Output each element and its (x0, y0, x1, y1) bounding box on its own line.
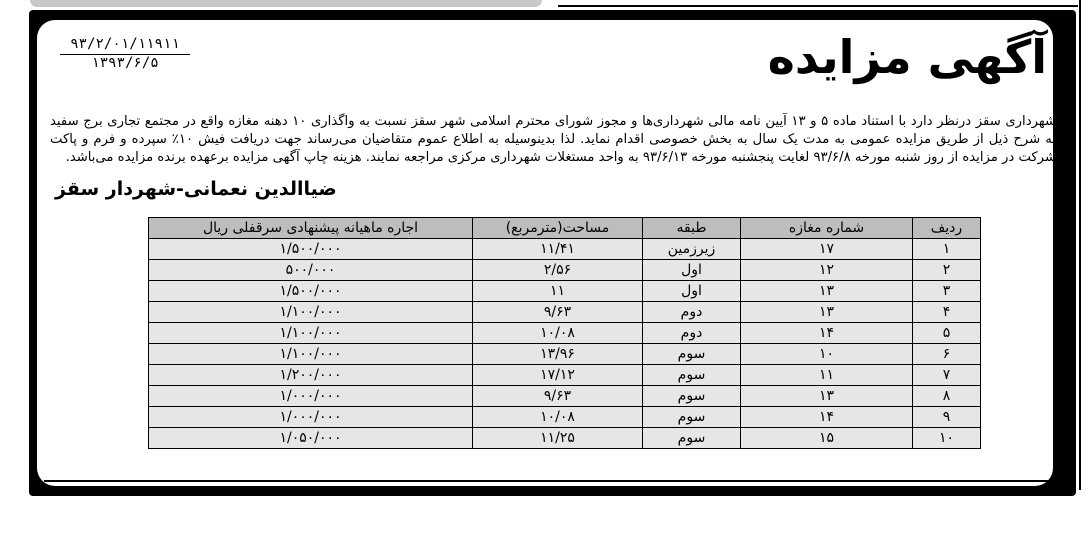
cell-shop-number: ۱۷ (741, 239, 913, 260)
cell-shop-number: ۱۳ (741, 281, 913, 302)
cell-area: ۱۰/۰۸ (473, 407, 643, 428)
cell-area: ۱۳/۹۶ (473, 344, 643, 365)
cell-floor: سوم (643, 386, 741, 407)
cell-floor: اول (643, 260, 741, 281)
cell-rent: ۱/۰۰۰/۰۰۰ (149, 386, 473, 407)
table-row (149, 344, 981, 365)
top-rule (558, 5, 1078, 7)
top-gray-bar (30, 0, 542, 7)
notice-date: ۱۳۹۳/۶/۵ (91, 55, 159, 71)
cell-rent: ۱/۲۰۰/۰۰۰ (149, 365, 473, 386)
cell-row-number: ۶ (913, 344, 981, 365)
cell-floor: دوم (643, 302, 741, 323)
header-area: مساحت(مترمربع) (473, 218, 643, 239)
cell-area: ۱۷/۱۲ (473, 365, 643, 386)
signature: ضیاالدین نعمانی-شهردار سقز (55, 178, 337, 200)
cell-row-number: ۳ (913, 281, 981, 302)
cell-row-number: ۸ (913, 386, 981, 407)
cell-rent: ۱/۵۰۰/۰۰۰ (149, 281, 473, 302)
header-rent: اجاره ماهیانه پیشنهادی سرقفلی ریال (149, 218, 473, 239)
cell-row-number: ۷ (913, 365, 981, 386)
notice-title: آگهی مزایده (767, 30, 1047, 84)
cell-shop-number: ۱۴ (741, 323, 913, 344)
table-row (149, 281, 981, 302)
cell-floor: سوم (643, 428, 741, 449)
cell-shop-number: ۱۰ (741, 344, 913, 365)
cell-floor: سوم (643, 407, 741, 428)
table-header-row (149, 218, 981, 239)
header-row-number: ردیف (913, 218, 981, 239)
cell-floor: دوم (643, 323, 741, 344)
cell-rent: ۵۰۰/۰۰۰ (149, 260, 473, 281)
cell-rent: ۱/۱۰۰/۰۰۰ (149, 344, 473, 365)
cell-floor: اول (643, 281, 741, 302)
table-row (149, 386, 981, 407)
shops-table (148, 217, 981, 449)
table-row (149, 365, 981, 386)
reference-block (60, 36, 190, 72)
cell-area: ۱۱/۴۱ (473, 239, 643, 260)
table-row (149, 323, 981, 344)
reference-number: ۹۳/۲/۰۱/۱۱۹۱۱ (60, 36, 190, 55)
cell-row-number: ۹ (913, 407, 981, 428)
cell-shop-number: ۱۴ (741, 407, 913, 428)
header-shop-number: شماره مغازه (741, 218, 913, 239)
cell-area: ۹/۶۳ (473, 386, 643, 407)
cell-area: ۹/۶۳ (473, 302, 643, 323)
cell-floor: سوم (643, 365, 741, 386)
header-floor: طبقه (643, 218, 741, 239)
cell-rent: ۱/۱۰۰/۰۰۰ (149, 323, 473, 344)
right-rule (1079, 0, 1081, 490)
cell-floor: سوم (643, 344, 741, 365)
cell-row-number: ۲ (913, 260, 981, 281)
cell-row-number: ۱ (913, 239, 981, 260)
table-row (149, 239, 981, 260)
cell-rent: ۱/۰۰۰/۰۰۰ (149, 407, 473, 428)
cell-row-number: ۴ (913, 302, 981, 323)
cell-row-number: ۵ (913, 323, 981, 344)
cell-floor: زیرزمین (643, 239, 741, 260)
cell-shop-number: ۱۳ (741, 386, 913, 407)
cell-shop-number: ۱۵ (741, 428, 913, 449)
cell-rent: ۱/۱۰۰/۰۰۰ (149, 302, 473, 323)
notice-body: شهرداری سقز درنظر دارد با استناد ماده ۵ و ۱۳ آیین نامه مالی شهرداری‌ها و مجوز شورای محترم اسلامی شهر سقز نسبت به واگذاری ۱۰ دهنه مغازه واقع در مجتمع تجاری برج سفید به شرح ذیل از طریق مزایده عمومی به مدت یک سال به بخش خصوصی اقدام نماید. لذا بدینوسیله به اطلاع عموم متقاضیان می‌رساند جهت دریافت فیش ۱۰٪ سپرده و فرم و پاکت شرکت در مزایده از روز شنبه مورخه ۹۳/۶/۸ لغایت پنجشنبه مورخه ۹۳/۶/۱۳ به واحد مستغلات شهرداری مرکزی مراجعه نمایند. هزینه چاپ آگهی مزایده برعهده برنده مزایده می‌باشد. (50, 114, 1057, 165)
cell-area: ۱۰/۰۸ (473, 323, 643, 344)
cell-row-number: ۱۰ (913, 428, 981, 449)
bottom-inner-rule (44, 480, 1048, 482)
cell-area: ۱۱ (473, 281, 643, 302)
table-row (149, 407, 981, 428)
cell-rent: ۱/۰۵۰/۰۰۰ (149, 428, 473, 449)
cell-shop-number: ۱۱ (741, 365, 913, 386)
table-row (149, 302, 981, 323)
cell-rent: ۱/۵۰۰/۰۰۰ (149, 239, 473, 260)
table-row (149, 428, 981, 449)
cell-shop-number: ۱۳ (741, 302, 913, 323)
cell-area: ۲/۵۶ (473, 260, 643, 281)
table-row (149, 260, 981, 281)
cell-shop-number: ۱۲ (741, 260, 913, 281)
cell-area: ۱۱/۲۵ (473, 428, 643, 449)
